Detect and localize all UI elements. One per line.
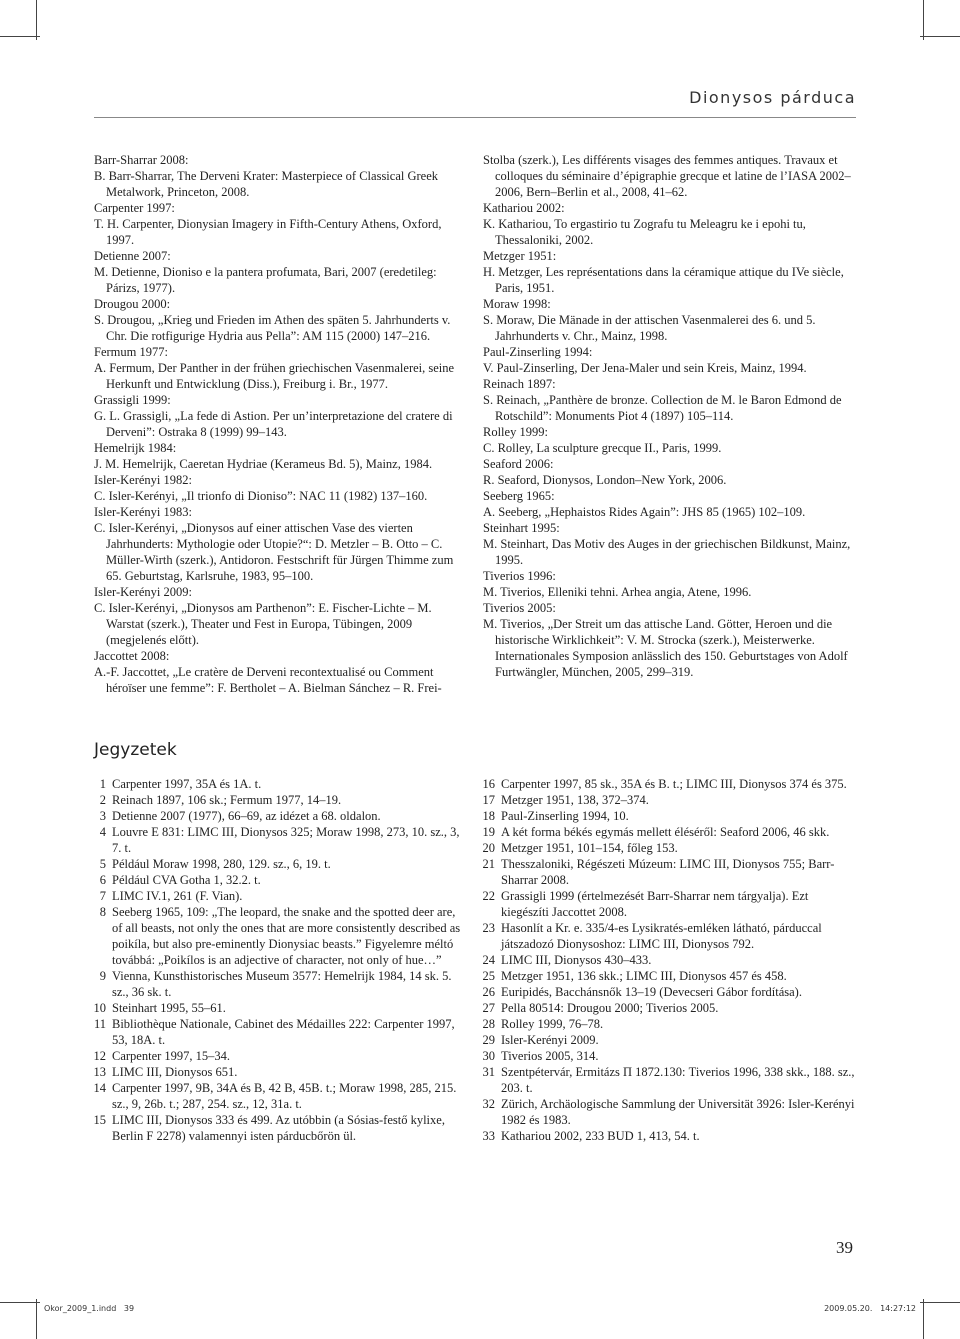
footnote-number: 21 <box>482 857 495 871</box>
bibliography-entry: M. Steinhart, Das Motiv des Auges in der griechischen Bildkunst, Mainz, 1995. <box>483 537 851 567</box>
bibliography-right-column <box>483 152 855 680</box>
footnote-number: 32 <box>482 1097 495 1111</box>
footnote-text: Carpenter 1997, 15–34. <box>112 1049 231 1063</box>
bibliography-entry: M. Detienne, Dioniso e la pantera profumata, Bari, 2007 (eredetileg: Párizs, 1977). <box>94 265 437 295</box>
bibliography-entry: B. Barr-Sharrar, The Derveni Krater: Masterpiece of Classical Greek Metalwork, Princeton, 2008. <box>94 169 439 199</box>
bibliography-label: Tiverios 2005: <box>483 601 556 615</box>
footnote-text: LIMC III, Dionysos 651. <box>112 1065 238 1079</box>
footnote <box>88 888 466 904</box>
bibliography-entry: M. Tiverios, Elleniki tehni. Arhea angia, Atene, 1996. <box>483 585 752 599</box>
bibliography-entry: H. Metzger, Les représentations dans la céramique attique du IVe siècle, Paris, 1951. <box>483 265 844 295</box>
bibliography-entry: A. Fermum, Der Panther in der frühen griechischen Vasenmalerei, seine Herkunft und Entwicklung (Diss.), Freiburg i. Br., 1977. <box>94 361 455 391</box>
footnote-text: Euripidés, Bacchánsnők 13–19 (Devecseri Gábor fordítása). <box>501 985 802 999</box>
footnote-text: Grassigli 1999 (értelmezését Barr-Sharrar nem tárgyalja). Ezt kiegészíti Jaccottet 2008. <box>501 889 809 919</box>
footnote-number: 22 <box>482 889 495 903</box>
bibliography-label: Moraw 1998: <box>483 297 551 311</box>
bibliography-label: Tiverios 1996: <box>483 569 556 583</box>
footnote <box>477 968 855 984</box>
bibliography-label: Isler-Kerényi 1983: <box>94 505 192 519</box>
bibliography-entry: R. Seaford, Dionysos, London–New York, 2006. <box>483 473 727 487</box>
bibliography-label: Rolley 1999: <box>483 425 548 439</box>
footnote <box>88 904 466 968</box>
running-header: Dionysos párduca <box>689 88 856 107</box>
footnote-text: LIMC III, Dionysos 430–433. <box>501 953 652 967</box>
bibliography-left-column <box>94 152 466 696</box>
footnote-text: A két forma békés egymás mellett éléséről: Seaford 2006, 46 skk. <box>501 825 830 839</box>
footnote <box>88 1064 466 1080</box>
notes-left-column <box>88 776 466 1144</box>
bibliography-entry: S. Reinach, „Panthère de bronze. Collection de M. le Baron Edmond de Rotschild”: Monuments Piot 4 (1897) 105–114. <box>483 393 842 423</box>
footnote-text: Thesszaloniki, Régészeti Múzeum: LIMC III, Dionysos 755; Barr-Sharrar 2008. <box>501 857 835 887</box>
footnote <box>88 1000 466 1016</box>
notes-title: Jegyzetek <box>94 740 177 760</box>
footnote-text: Pella 80514: Drougou 2000; Tiverios 2005. <box>501 1001 719 1015</box>
footnote-number: 25 <box>482 969 495 983</box>
footnote <box>88 872 466 888</box>
footnote-text: Carpenter 1997, 9B, 34A és B, 42 B, 45B. t.; Moraw 1998, 285, 215. sz., 9, 26b. t.; 287, 254. sz., 12, 31a. t. <box>112 1081 457 1111</box>
footnote-number: 6 <box>99 873 106 887</box>
footnote-text: LIMC III, Dionysos 333 és 499. Az utóbbin (a Sósias-festő kylixe, Berlin F 2278) valamennyi isten párducbőrön ül. <box>112 1113 445 1143</box>
footnote <box>477 808 855 824</box>
bibliography-entry: A.-F. Jaccottet, „Le cratère de Derveni recontextualisé ou Comment héroïser une femme”: F. Bertholet – A. Bielman Sánchez – R. Frei- <box>94 665 442 695</box>
footnote-number: 26 <box>482 985 495 999</box>
footnote-number: 13 <box>93 1065 106 1079</box>
footnote <box>88 824 466 856</box>
footnote <box>477 920 855 952</box>
footnote-text: Szentpétervár, Ermitázs Π 1872.130: Tiverios 1996, 338 skk., 188. sz., 203. t. <box>501 1065 855 1095</box>
bibliography-label: Jaccottet 2008: <box>94 649 170 663</box>
footnote-number: 11 <box>93 1017 106 1031</box>
footnote-number: 18 <box>482 809 495 823</box>
footnote <box>88 1048 466 1064</box>
bibliography-label: Grassigli 1999: <box>94 393 171 407</box>
footnote-text: Kathariou 2002, 233 BUD 1, 413, 54. t. <box>501 1129 700 1143</box>
crop-mark <box>920 1302 960 1303</box>
footnote-number: 28 <box>482 1017 495 1031</box>
footnote <box>88 792 466 808</box>
footnote-text: Metzger 1951, 101–154, főleg 153. <box>501 841 678 855</box>
footnote-number: 30 <box>482 1049 495 1063</box>
footnote-text: Steinhart 1995, 55–61. <box>112 1001 226 1015</box>
bibliography-entry: C. Isler-Kerényi, „Dionysos am Parthenon”: E. Fischer-Lichte – M. Warstat (szerk.), Theater und Fest in Europa, Tübingen, 2009 (megjelenés előtt). <box>94 601 432 647</box>
footnote-number: 15 <box>93 1113 106 1127</box>
footnote-text: Isler-Kerényi 2009. <box>501 1033 599 1047</box>
bibliography-entry: V. Paul-Zinserling, Der Jena-Maler und sein Kreis, Mainz, 1994. <box>483 361 807 375</box>
bibliography-entry: C. Isler-Kerényi, „Il trionfo di Dioniso”: NAC 11 (1982) 137–160. <box>94 489 428 503</box>
footnote-text: Vienna, Kunsthistorisches Museum 3577: Hemelrijk 1984, 14 sk. 5. sz., 36 sk. t. <box>112 969 452 999</box>
footnote-number: 29 <box>482 1033 495 1047</box>
bibliography-entry: K. Kathariou, To ergastirio tu Zografu tu Meleagru ke i epohi tu, Thessaloniki, 2002. <box>483 217 806 247</box>
footnote <box>477 1032 855 1048</box>
footnote-number: 19 <box>482 825 495 839</box>
footnote-text: LIMC IV.1, 261 (F. Vian). <box>112 889 243 903</box>
footnote-text: Hasonlít a Kr. e. 335/4-es Lysikratés-emléken látható, párduccal játszadozó Dionysoshoz: LIMC III, Dionysos 792. <box>501 921 822 951</box>
footnote <box>477 952 855 968</box>
footnote-number: 27 <box>482 1001 495 1015</box>
page-number: 39 <box>836 1238 853 1257</box>
footnote <box>477 888 855 920</box>
bibliography-label: Isler-Kerényi 1982: <box>94 473 192 487</box>
bibliography-label: Kathariou 2002: <box>483 201 565 215</box>
bibliography-entry: C. Isler-Kerényi, „Dionysos auf einer attischen Vase des vierten Jahrhunderts: Mythologie oder Utopie?“: D. Metzler – B. Otto – C. Müller-Wirth (szerk.), Antidoron. Festschrift für Jürgen Thimme zum 65. Geburtstag, Karlsruhe, 1983, 95–100. <box>94 521 454 583</box>
footnote-number: 9 <box>99 969 106 983</box>
footer-timestamp: 2009.05.20. 14:27:12 <box>824 1304 916 1313</box>
footnote <box>477 1096 855 1128</box>
footnote-number: 8 <box>99 905 106 919</box>
footnote <box>477 1128 855 1144</box>
footnote <box>477 840 855 856</box>
footnote-text: Metzger 1951, 136 skk.; LIMC III, Dionysos 457 és 458. <box>501 969 787 983</box>
footnote <box>88 856 466 872</box>
footnote <box>88 776 466 792</box>
bibliography-label: Carpenter 1997: <box>94 201 175 215</box>
bibliography-label: Barr-Sharrar 2008: <box>94 153 189 167</box>
bibliography-label: Steinhart 1995: <box>483 521 560 535</box>
footnote-number: 2 <box>99 793 106 807</box>
footnote-number: 3 <box>99 809 106 823</box>
crop-mark <box>923 0 924 40</box>
bibliography-label: Seaford 2006: <box>483 457 554 471</box>
footnote <box>88 1112 466 1144</box>
footnote <box>88 808 466 824</box>
bibliography-entry: S. Moraw, Die Mänade in der attischen Vasenmalerei des 6. und 5. Jahrhunderts v. Chr., Mainz, 1998. <box>483 313 816 343</box>
bibliography-label: Fermum 1977: <box>94 345 168 359</box>
footnote <box>477 984 855 1000</box>
footnote <box>477 856 855 888</box>
footer-file-info: Okor_2009_1.indd 39 <box>44 1304 135 1313</box>
footnote <box>477 1016 855 1032</box>
footnote-number: 1 <box>99 777 106 791</box>
footnote-number: 10 <box>93 1001 106 1015</box>
footnote-text: Rolley 1999, 76–78. <box>501 1017 604 1031</box>
bibliography-label: Reinach 1897: <box>483 377 556 391</box>
footnote-text: Reinach 1897, 106 sk.; Fermum 1977, 14–19. <box>112 793 342 807</box>
footnote-number: 20 <box>482 841 495 855</box>
bibliography-label: Seeberg 1965: <box>483 489 555 503</box>
footnote-text: Tiverios 2005, 314. <box>501 1049 599 1063</box>
bibliography-label: Isler-Kerényi 2009: <box>94 585 192 599</box>
footnote-text: Carpenter 1997, 35A és 1A. t. <box>112 777 262 791</box>
crop-mark <box>36 0 37 40</box>
bibliography-entry: C. Rolley, La sculpture grecque II., Paris, 1999. <box>483 441 722 455</box>
bibliography-entry: T. H. Carpenter, Dionysian Imagery in Fifth-Century Athens, Oxford, 1997. <box>94 217 442 247</box>
footnote-text: Például CVA Gotha 1, 32.2. t. <box>112 873 261 887</box>
footnote-number: 5 <box>99 857 106 871</box>
crop-mark <box>0 36 40 37</box>
bibliography-entry: Stolba (szerk.), Les différents visages des femmes antiques. Travaux et colloques du séminaire d’épigraphie grecque et latine de l’IASA 2002–2006, Bern–Berlin et al., 2008, 41–62. <box>483 153 851 199</box>
bibliography-label: Metzger 1951: <box>483 249 557 263</box>
bibliography-label: Paul-Zinserling 1994: <box>483 345 593 359</box>
footnote <box>88 1080 466 1112</box>
bibliography-label: Drougou 2000: <box>94 297 171 311</box>
footnote-text: Bibliothèque Nationale, Cabinet des Médailles 222: Carpenter 1997, 53, 18A. t. <box>112 1017 455 1047</box>
footnote-number: 33 <box>482 1129 495 1143</box>
footnote-text: Seeberg 1965, 109: „The leopard, the snake and the spotted deer are, of all beasts, not only the ones that are more consistently described as poikíla, but also pre-eminently Dionysiac beasts.” Figyelemre méltó továbbá: „Poikílos is an adjective of character, not only of hue…” <box>112 905 461 967</box>
footnote-text: Louvre E 831: LIMC III, Dionysos 325; Moraw 1998, 273, 10. sz., 3, 7. t. <box>112 825 460 855</box>
footnote <box>88 1016 466 1048</box>
footnote-number: 31 <box>482 1065 495 1079</box>
footnote-number: 12 <box>93 1049 106 1063</box>
footnote-text: Detienne 2007 (1977), 66–69, az idézet a 68. oldalon. <box>112 809 381 823</box>
footnote-number: 4 <box>99 825 106 839</box>
footnote-number: 17 <box>482 793 495 807</box>
footnote-number: 14 <box>93 1081 106 1095</box>
footnote <box>477 1048 855 1064</box>
crop-mark <box>923 1299 924 1339</box>
crop-mark <box>36 1299 37 1339</box>
footnote-number: 16 <box>482 777 495 791</box>
crop-mark <box>920 36 960 37</box>
bibliography-entry: J. M. Hemelrijk, Caeretan Hydriae (Kerameus Bd. 5), Mainz, 1984. <box>94 457 433 471</box>
footnote-text: Metzger 1951, 138, 372–374. <box>501 793 649 807</box>
footnote-text: Paul-Zinserling 1994, 10. <box>501 809 629 823</box>
footnote <box>477 1000 855 1016</box>
bibliography-entry: M. Tiverios, „Der Streit um das attische Land. Götter, Heroen und die historische Wirklichkeit”: V. M. Strocka (szerk.), Meisterwerke. Internationales Symposion anlässlich des 150. Geburtstages von Adolf Furtwängler, München, 2005, 299–319. <box>483 617 848 679</box>
bibliography-entry: S. Drougou, „Krieg und Frieden im Athen des späten 5. Jahrhunderts v. Chr. Die rotfigurige Hydria aus Pella”: AM 115 (2000) 147–216. <box>94 313 451 343</box>
footnote <box>477 792 855 808</box>
footnote-number: 24 <box>482 953 495 967</box>
bibliography-entry: A. Seeberg, „Hephaistos Rides Again”: JHS 85 (1965) 102–109. <box>483 505 806 519</box>
footnote-number: 23 <box>482 921 495 935</box>
bibliography-label: Hemelrijk 1984: <box>94 441 177 455</box>
footnote <box>477 776 855 792</box>
bibliography-label: Detienne 2007: <box>94 249 171 263</box>
footnote-text: Zürich, Archäologische Sammlung der Universität 3926: Isler-Kerényi 1982 és 1983. <box>501 1097 855 1127</box>
notes-right-column <box>477 776 855 1144</box>
crop-mark <box>0 1302 40 1303</box>
footnote <box>477 824 855 840</box>
footnote-number: 7 <box>99 889 106 903</box>
bibliography-entry: G. L. Grassigli, „La fede di Astion. Per un’interpretazione del cratere di Derveni”: Ostraka 8 (1999) 99–143. <box>94 409 453 439</box>
footnote-text: Például Moraw 1998, 280, 129. sz., 6, 19. t. <box>112 857 331 871</box>
footnote <box>477 1064 855 1096</box>
footnote <box>88 968 466 1000</box>
header-rule <box>94 117 856 118</box>
footnote-text: Carpenter 1997, 85 sk., 35A és B. t.; LIMC III, Dionysos 374 és 375. <box>501 777 847 791</box>
